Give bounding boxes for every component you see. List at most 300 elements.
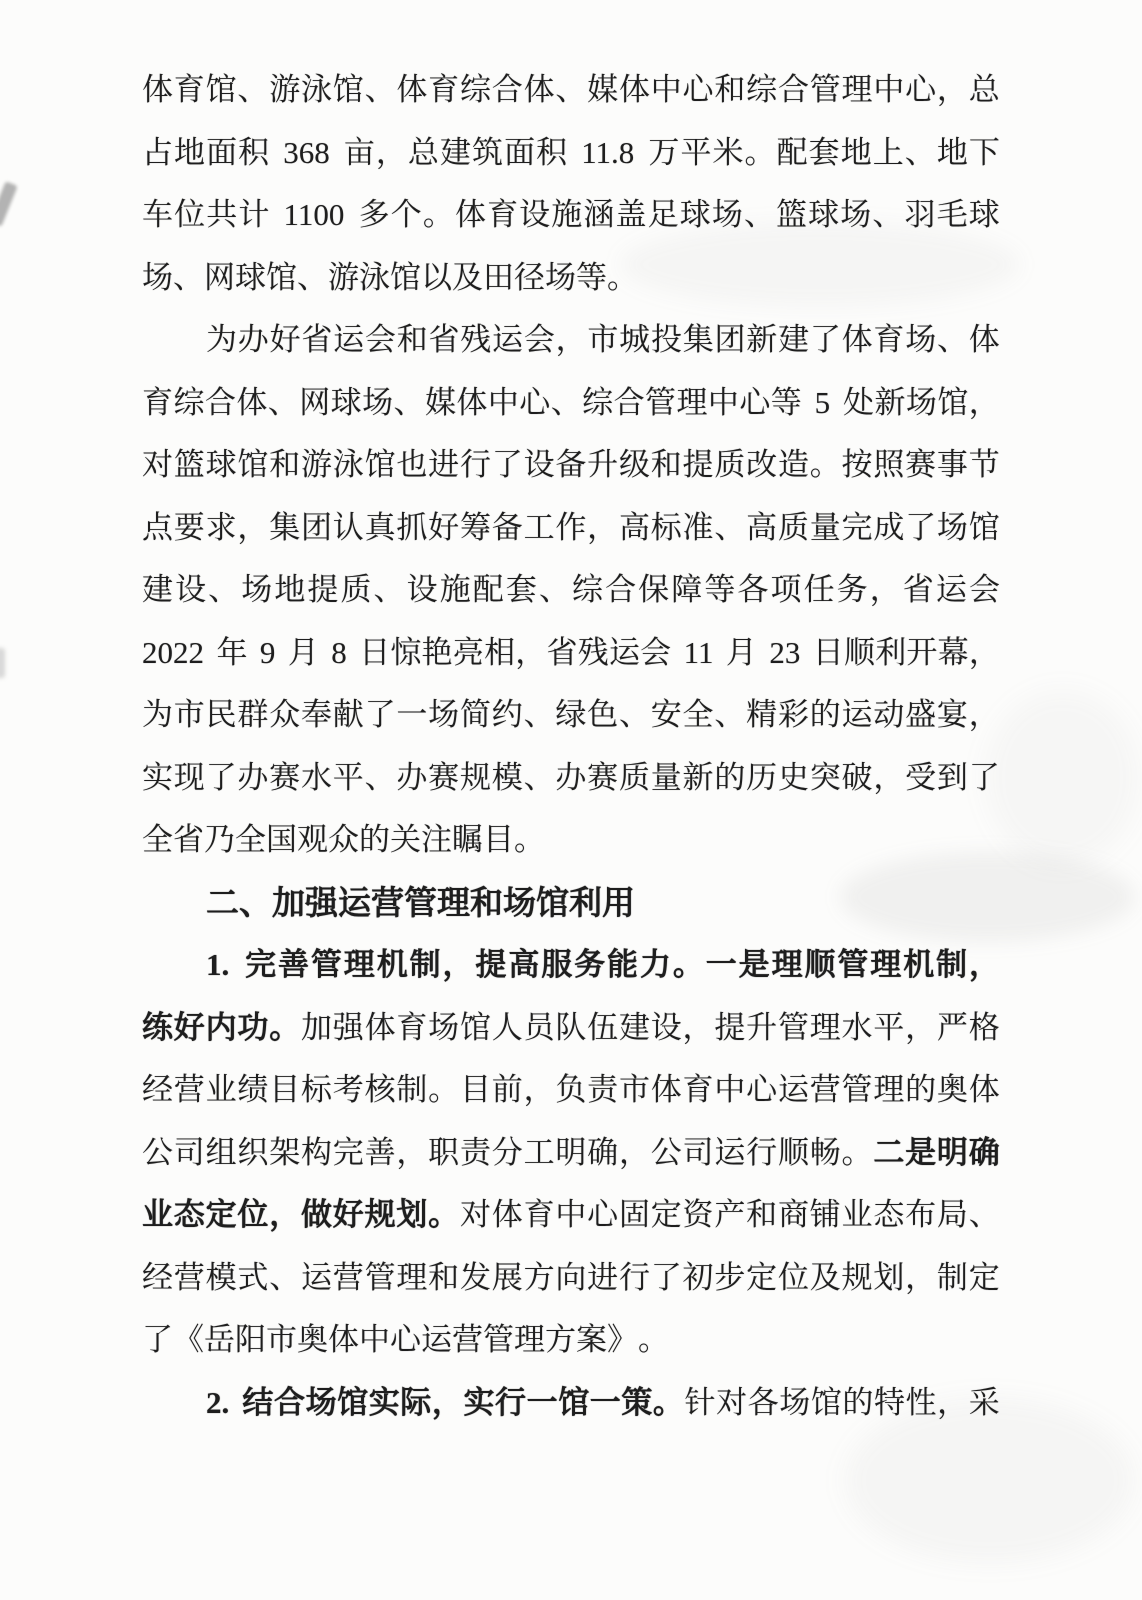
glyph: 能 [607, 947, 639, 982]
glyph: 注 [421, 822, 452, 857]
glyph: 等 [770, 384, 802, 420]
glyph: 管 [841, 1072, 873, 1107]
glyph: ， [396, 1134, 428, 1170]
glyph: 。 [744, 134, 776, 170]
glyph: 运 [492, 322, 524, 357]
glyph: 育 [173, 72, 205, 107]
text-line [142, 497, 1000, 560]
glyph: 办 [237, 322, 269, 357]
glyph: 省 [902, 572, 934, 607]
glyph: 负 [555, 1072, 587, 1107]
glyph: 功 [237, 1009, 269, 1045]
glyph: 一 [589, 1384, 621, 1420]
glyph: ， [269, 1197, 301, 1232]
glyph: 球 [679, 197, 711, 232]
glyph: 畅 [809, 1134, 841, 1170]
glyph: 照 [873, 447, 905, 482]
glyph: 历 [746, 759, 778, 795]
glyph: 团 [714, 322, 746, 357]
glyph: 备 [555, 447, 587, 482]
glyph: 、 [936, 322, 968, 357]
glyph: 体 [142, 72, 173, 107]
glyph: ， [431, 1384, 463, 1420]
space [270, 122, 282, 185]
glyph: 。 [269, 1009, 301, 1045]
glyph: 运 [608, 634, 640, 670]
glyph: 筑 [472, 134, 504, 170]
glyph: 的 [842, 1384, 874, 1420]
glyph: 商 [777, 1197, 809, 1232]
glyph: ， [905, 1009, 937, 1045]
glyph: 等 [576, 259, 607, 295]
glyph: 理 [870, 947, 902, 982]
glyph: 备 [491, 509, 523, 545]
glyph: 育 [142, 384, 173, 420]
glyph: ， [555, 322, 587, 357]
glyph: 媒 [424, 384, 456, 420]
glyph: 网 [299, 384, 331, 420]
text-line [142, 309, 1000, 372]
glyph: 工 [523, 1134, 555, 1170]
glyph: 套 [505, 572, 537, 607]
section-heading [142, 872, 1000, 935]
text-line [142, 1059, 1000, 1122]
glyph: ， [515, 634, 547, 670]
glyph: 育 [523, 1197, 555, 1232]
glyph: 好 [332, 1197, 364, 1232]
glyph: 位 [174, 197, 206, 232]
glyph: 彩 [777, 697, 809, 732]
glyph: 中 [873, 72, 905, 107]
glyph: 初 [682, 1259, 714, 1295]
glyph: 绩 [237, 1072, 269, 1107]
glyph: 对 [459, 1197, 491, 1232]
glyph: 中 [487, 384, 519, 420]
glyph: 体 [396, 72, 428, 107]
glyph: 划 [873, 1259, 905, 1295]
glyph: 资 [682, 1197, 714, 1232]
glyph: 了 [650, 1259, 682, 1295]
glyph: 体 [841, 322, 873, 357]
glyph: 确 [587, 1134, 619, 1170]
glyph: 全 [142, 822, 173, 857]
glyph: 规 [841, 1259, 873, 1295]
glyph: 场 [840, 197, 872, 232]
glyph: 馆 [390, 259, 421, 295]
glyph: 篮 [173, 447, 205, 482]
glyph: 施 [439, 572, 471, 607]
glyph: 泳 [359, 259, 390, 295]
glyph: 水 [300, 759, 332, 795]
glyph: 月 [725, 634, 757, 670]
glyph: 馆 [558, 1384, 590, 1420]
glyph: ， [237, 509, 269, 545]
glyph: 中 [707, 384, 739, 420]
glyph: 地 [840, 134, 872, 170]
glyph: 作 [555, 509, 587, 545]
glyph: 二 [206, 883, 239, 921]
glyph: 伍 [587, 1009, 619, 1045]
glyph: 核 [364, 1072, 396, 1107]
glyph: 心 [587, 1197, 619, 1232]
glyph: 馆 [237, 447, 269, 482]
glyph: 、 [523, 759, 555, 795]
glyph: 管 [310, 947, 342, 982]
glyph: 。 [514, 822, 545, 857]
glyph: 和 [428, 1259, 460, 1295]
glyph: 投 [650, 322, 682, 357]
glyph: 模 [491, 759, 523, 795]
glyph: 会 [523, 322, 555, 357]
glyph: 体 [236, 384, 268, 420]
glyph: 责 [587, 1072, 619, 1107]
glyph: 合 [605, 572, 637, 607]
glyph: 质 [777, 509, 809, 545]
glyph: 明 [936, 1134, 968, 1170]
glyph: 式 [237, 1259, 269, 1295]
glyph: 理 [771, 947, 803, 982]
glyph: 公 [650, 1134, 682, 1170]
glyph: 真 [364, 509, 396, 545]
glyph: 场 [362, 384, 394, 420]
glyph: 和 [396, 322, 428, 357]
glyph: 平 [332, 759, 364, 795]
glyph: 管 [809, 72, 841, 107]
glyph: 计 [238, 197, 270, 232]
glyph: 一 [526, 1384, 558, 1420]
glyph: 场 [936, 509, 968, 545]
glyph: 关 [390, 822, 421, 857]
text-line [142, 122, 1000, 185]
glyph: 、 [968, 1197, 1000, 1232]
glyph: 育 [428, 72, 460, 107]
glyph: 布 [905, 1197, 937, 1232]
glyph: 务 [836, 572, 868, 607]
glyph: 方 [523, 1259, 555, 1295]
glyph: 市 [618, 1072, 650, 1107]
glyph: 到 [936, 759, 968, 795]
glyph: 媒 [587, 72, 619, 107]
glyph: 管 [837, 947, 869, 982]
glyph: 对 [142, 447, 173, 482]
glyph: 规 [364, 1197, 396, 1232]
glyph: 赛 [269, 759, 301, 795]
glyph: 方 [545, 1322, 576, 1357]
glyph: 严 [936, 1009, 968, 1045]
glyph: 运 [333, 322, 365, 357]
glyph: 力 [639, 947, 671, 982]
glyph: 是 [905, 1134, 937, 1170]
glyph: 质 [618, 759, 650, 795]
glyph: 造 [777, 447, 809, 482]
glyph: ， [618, 1134, 650, 1170]
glyph: 体 [364, 1009, 396, 1045]
glyph: 残 [460, 322, 492, 357]
glyph: 11 [683, 634, 714, 670]
glyph: 了 [142, 1322, 173, 1357]
glyph: 司 [682, 1134, 714, 1170]
glyph: 幕 [937, 634, 969, 670]
glyph: 2022 [142, 634, 204, 670]
glyph: 体 [491, 1197, 523, 1232]
glyph: 球 [968, 197, 1000, 232]
glyph: 确 [968, 1134, 1000, 1170]
glyph: 提 [682, 447, 714, 482]
glyph: 结 [242, 1384, 274, 1420]
text-line [142, 59, 1000, 122]
glyph: 高 [618, 509, 650, 545]
glyph: 献 [332, 697, 364, 732]
glyph: 心 [739, 384, 771, 420]
glyph: 也 [396, 447, 428, 482]
glyph: 田 [483, 259, 514, 295]
glyph: 制 [936, 1259, 968, 1295]
glyph: 了 [905, 509, 937, 545]
glyph: 了 [491, 447, 523, 482]
glyph: 求 [205, 509, 237, 545]
glyph: 等 [704, 572, 736, 607]
glyph: 、 [904, 134, 936, 170]
glyph: 群 [237, 697, 269, 732]
glyph: 实 [463, 1384, 495, 1420]
glyph: 1. [206, 947, 230, 982]
glyph: 月 [287, 634, 319, 670]
glyph: 和 [269, 447, 301, 482]
glyph: 标 [300, 1072, 332, 1107]
glyph: 保 [638, 572, 670, 607]
glyph: 游 [328, 259, 359, 295]
space [757, 622, 769, 685]
space [346, 184, 358, 247]
glyph: 公 [142, 1134, 173, 1170]
glyph: 馆 [337, 1384, 369, 1420]
space [248, 622, 260, 685]
glyph: 馆 [810, 1384, 842, 1420]
glyph: 办 [555, 759, 587, 795]
glyph: 规 [459, 759, 491, 795]
glyph: 场 [241, 572, 273, 607]
glyph: 、 [364, 72, 396, 107]
glyph: 球 [235, 259, 266, 295]
glyph: 质 [340, 572, 372, 607]
glyph: 、 [267, 384, 299, 420]
glyph: 各 [747, 1384, 779, 1420]
glyph: 综 [572, 572, 604, 607]
glyph: 综 [459, 72, 491, 107]
glyph: 省 [428, 322, 460, 357]
glyph: 建 [618, 1009, 650, 1045]
glyph: 中 [359, 1322, 390, 1357]
glyph: 步 [714, 1259, 746, 1295]
glyph: 受 [905, 759, 937, 795]
glyph: 经 [142, 1072, 173, 1107]
glyph: 事 [936, 447, 968, 482]
glyph: 套 [808, 134, 840, 170]
glyph: 进 [428, 447, 460, 482]
glyph: 目 [483, 822, 514, 857]
glyph: 2. [206, 1384, 230, 1420]
glyph: 中 [650, 72, 682, 107]
glyph: 水 [841, 1009, 873, 1045]
space [671, 622, 683, 685]
glyph: 标 [650, 509, 682, 545]
glyph: 办 [396, 759, 428, 795]
scan-artifact-left-edge-low [0, 648, 5, 678]
glyph: 新 [682, 759, 714, 795]
glyph: 场 [305, 1384, 337, 1420]
glyph: ， [442, 947, 474, 982]
glyph: 模 [205, 1259, 237, 1295]
glyph: 营 [332, 1259, 364, 1295]
glyph: 好 [173, 1009, 205, 1045]
glyph: 突 [809, 759, 841, 795]
glyph: 泳 [300, 72, 332, 107]
glyph: 体 [523, 72, 555, 107]
glyph: 游 [269, 72, 301, 107]
glyph: 涵 [583, 197, 615, 232]
glyph: 综 [746, 72, 778, 107]
glyph: 位 [237, 1197, 269, 1232]
glyph: 高 [746, 509, 778, 545]
text-line [142, 684, 1000, 747]
glyph: 面 [206, 134, 238, 170]
glyph: 市 [266, 1322, 297, 1357]
glyph: 绿 [555, 697, 587, 732]
glyph: 各 [737, 572, 769, 607]
glyph: 约 [491, 697, 523, 732]
glyph: 态 [173, 1197, 205, 1232]
glyph: 日 [812, 634, 844, 670]
glyph: 营 [452, 1322, 483, 1357]
glyph: 、 [239, 883, 272, 921]
glyph: 铺 [809, 1197, 841, 1232]
glyph: 。 [638, 1322, 669, 1357]
glyph: 采 [968, 1384, 1000, 1420]
glyph: 点 [142, 509, 173, 545]
glyph: 《 [173, 1322, 204, 1357]
glyph: ， [968, 697, 1000, 732]
glyph: ， [905, 1259, 937, 1295]
glyph: 按 [841, 447, 873, 482]
glyph: 准 [682, 509, 714, 545]
glyph: 策 [621, 1384, 653, 1420]
glyph: 障 [671, 572, 703, 607]
glyph: 、 [237, 72, 269, 107]
glyph: 心 [682, 72, 714, 107]
glyph: 进 [587, 1259, 619, 1295]
glyph: 定 [968, 1259, 1000, 1295]
glyph: 共 [206, 197, 238, 232]
glyph: 、 [364, 759, 396, 795]
glyph: 和 [714, 72, 746, 107]
glyph: 管 [645, 384, 676, 420]
glyph: 内 [205, 1009, 237, 1045]
glyph: 破 [841, 759, 873, 795]
glyph: 分 [491, 1134, 523, 1170]
space [204, 622, 216, 685]
glyph: 阳 [235, 1322, 266, 1357]
text-line [142, 747, 1000, 810]
glyph: 配 [472, 572, 504, 607]
glyph: 提 [475, 947, 507, 982]
glyph: 个 [390, 197, 422, 232]
glyph: 好 [428, 509, 460, 545]
glyph: 筹 [459, 509, 491, 545]
glyph: 营 [809, 1072, 841, 1107]
glyph: 平 [873, 1009, 905, 1045]
glyph: 营 [173, 1072, 205, 1107]
glyph: 抓 [396, 509, 428, 545]
glyph: 完 [245, 947, 277, 982]
glyph: 奥 [936, 1072, 968, 1107]
glyph: 以 [421, 259, 452, 295]
glyph: 行 [618, 1259, 650, 1295]
glyph: 车 [142, 197, 173, 232]
glyph: 场 [905, 322, 937, 357]
glyph: 升 [587, 447, 619, 482]
text-line [142, 434, 1000, 497]
glyph: 11.8 [581, 134, 635, 170]
glyph: 划 [396, 1197, 428, 1232]
glyph: 团 [300, 509, 332, 545]
glyph: 平 [680, 134, 712, 170]
glyph: 新 [874, 384, 906, 420]
glyph: ， [968, 634, 1000, 670]
glyph: 5 [814, 384, 831, 420]
glyph: 施 [551, 197, 583, 232]
glyph: 网 [204, 259, 235, 295]
glyph: 游 [300, 447, 332, 482]
glyph: 营 [173, 1259, 205, 1295]
glyph: 管 [404, 883, 437, 921]
glyph: 发 [459, 1259, 491, 1295]
text-line [142, 247, 1000, 310]
glyph: 认 [332, 509, 364, 545]
glyph: 。 [652, 1384, 684, 1420]
glyph: 场 [711, 197, 743, 232]
scan-artifact-left-edge [0, 181, 18, 227]
space [568, 122, 580, 185]
glyph: 多 [358, 197, 390, 232]
glyph: 定 [205, 1197, 237, 1232]
glyph: 合 [273, 1384, 305, 1420]
glyph: 的 [905, 1072, 937, 1107]
glyph: 。 [428, 1197, 460, 1232]
glyph: 定 [650, 1197, 682, 1232]
glyph: 格 [968, 1009, 1000, 1045]
glyph: 对 [716, 1384, 748, 1420]
glyph: 毛 [936, 197, 968, 232]
glyph: 奉 [300, 697, 332, 732]
glyph: 业 [142, 1197, 173, 1232]
glyph: 升 [746, 1009, 778, 1045]
glyph: 管 [483, 1322, 514, 1357]
glyph: 足 [647, 197, 679, 232]
glyph: 心 [746, 1072, 778, 1107]
glyph: 惊 [390, 634, 422, 670]
glyph: 场 [142, 259, 173, 295]
glyph: 针 [684, 1384, 716, 1420]
glyph: 馆 [266, 259, 297, 295]
glyph: 目 [459, 1072, 491, 1107]
glyph: 了 [968, 759, 1000, 795]
glyph: 总 [407, 134, 439, 170]
glyph: 占 [142, 134, 173, 170]
glyph: 考 [332, 1072, 364, 1107]
glyph: 案 [576, 1322, 607, 1357]
glyph: 馆 [536, 883, 569, 921]
glyph: 》 [607, 1322, 638, 1357]
